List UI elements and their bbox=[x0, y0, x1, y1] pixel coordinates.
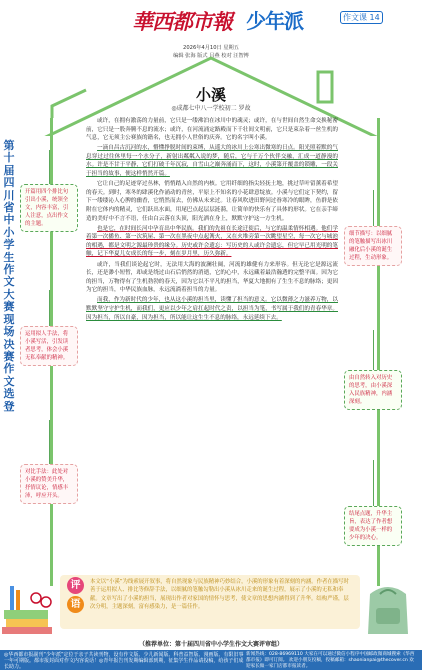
paper-name-logo: 華西都市報 bbox=[132, 9, 232, 34]
article-author: ◎成都七中八一学校初二 罗故 bbox=[171, 105, 251, 112]
vertical-title-char: 文 bbox=[3, 275, 15, 289]
vertical-title-char: 文 bbox=[3, 374, 15, 388]
vertical-title-char: 十 bbox=[3, 151, 15, 165]
connector-line bbox=[373, 330, 374, 370]
vertical-series-title bbox=[2, 140, 16, 413]
margin-note-4: 由自然转入对历史的思考，由小溪深入民族精神，内涵深刻。 bbox=[344, 370, 402, 410]
margin-note-1: 开篇用四个排比句引出小溪，统领全文，内容丰富，引人注意，点出作文的主题。 bbox=[20, 184, 78, 232]
vertical-title-char: 省 bbox=[3, 201, 15, 215]
margin-note-2: 细节描写：以细腻的笔触描写出冰川融化后小溪的诞生过程，生动形象。 bbox=[344, 226, 402, 266]
margin-note-5: 对比手法：此处对小溪的赞美升华，抒情议论，情感丰沛，呼应开头。 bbox=[20, 464, 78, 504]
vertical-title-char: 届 bbox=[3, 163, 15, 177]
vertical-title-char: 作 bbox=[3, 362, 15, 376]
article-title: 小溪 bbox=[195, 86, 226, 104]
vertical-title-char: 中 bbox=[3, 213, 15, 227]
connector-line bbox=[49, 290, 50, 326]
vertical-title-char: 作 bbox=[3, 263, 15, 277]
vertical-title-char: 第 bbox=[3, 139, 15, 152]
review-text: 本文以“小溪”为线索展开叙事，将自然现象与民族精神巧妙结合，小溪的形象有着深刻的内涵。作者在描写时善于运用拟人、排比等修辞手法，以细腻的笔触勾勒出小溪从冰川走来的诞生过程，展示了小溪的无私和奉献。文章写出了小溪的担当，展现出作者对家国的情怀与思考，使文章的思想内涵得到了升华。结构严谨，层次分明，主题深刻，富有感染力，是一篇佳作。 bbox=[90, 579, 349, 611]
margin-note-3: 运用拟人手法，将小溪写活，引发读者思考，体会小溪无私奉献的精神。 bbox=[20, 326, 78, 366]
vertical-title-char: 选 bbox=[3, 387, 15, 401]
vertical-title-char: 大 bbox=[3, 287, 15, 301]
connector-line bbox=[373, 190, 374, 226]
footer-info: ◎华西都市报副刊“少年派”定位于亲子共读刊物，设有作文版、少儿新闻版、科普益智版、漫画版、有限旧事一年可期版。都市报封面对作文内容说话！◎青年报告刊发期编辑部到期，征集学生作品请投稿，给孩子们成长助力。 bbox=[4, 652, 244, 670]
recommend-unit: （推荐单位：第十届四川省中小学生作文大赛评审组） bbox=[138, 641, 283, 648]
masthead bbox=[0, 0, 422, 40]
connector-line bbox=[49, 420, 50, 464]
vertical-title-char: 赛 bbox=[3, 300, 15, 314]
review-badge-yu: 语 bbox=[67, 596, 84, 613]
footer-bar bbox=[0, 650, 422, 670]
books-stationery-icon bbox=[0, 580, 60, 634]
issue-date: 2026年4月10日 星期五 bbox=[183, 45, 239, 51]
article-paragraph-2: 一滴自昌古沉河的水，懵懂挣脱时间的束缚，从遥大的冰川上公寒出微寒的日点。阳光照着默的气息穿过过往休里每一个水分子，新射出粼粼入说的梦，随后，它与千万个伙伴交融，汇成一道静漫的水。许是不甘于平静，它们打破千年沉寂，自雪山之巅奔涌而下，这时，小溪第开覆盖的锁雕，一段关于担当的故事，便这样悄然开篇。 bbox=[86, 145, 338, 178]
school-bag-icon bbox=[356, 582, 420, 636]
article-paragraph-3: 它让自己的足迹穿过丛林，悄悄踏入自然的内核。它用纤细的指尖轻抚土地，挑过草叶留薰着希望的春天。到时，寒冬的肆溪化作涌动的青丝，平原上不知名的小花肆意绽放。小溪与它们定下契约，留下一缕缕沁人心脾的幽香，它悄然而去，仿佛从未来过。让春风吹进田野问过眷寒冷的眼眸，鱼群是依附在它体内的精灵，它们跃出水面，用尾巴点起层层涟漪，让简单的快乐有了具体的形状。它在亲手缔造的美好中不言不语，任由白云落在头顶，阳光洒在身上，默默守护这一方生机。 bbox=[86, 181, 338, 222]
vertical-title-char: 四 bbox=[3, 176, 15, 190]
connector-line bbox=[373, 460, 374, 506]
vertical-title-char: 川 bbox=[3, 188, 15, 202]
footer-contact: 新闻热线：028-86969110 大家在可以通过微信小程序中国邮政微商城搜索《华西都市报》即可订阅。 欢迎小朋友投稿，投稿邮箱：shaonianpai@thecover.cn 欢迎家长做一家门店都市报读者。 bbox=[246, 652, 415, 669]
vertical-title-char: 赛 bbox=[3, 349, 15, 363]
vertical-title-char: 现 bbox=[3, 312, 15, 326]
article-paragraph-1: 或许，在拥有激荡的力量前，它只是一缕沸泊在冰川中的魂灵；或许，在与世间自然生命交换秘密前，它只是一股奔腾不息的流水；或许，在河流涌定路殿而下千壮间文明前，它只是束杂着一丝生机的气息，它无须主公赛族的籍名，也无拥小人世俗的庆奔。它的名字叫小溪。 bbox=[86, 118, 338, 142]
vertical-title-char: 学 bbox=[3, 238, 15, 252]
section-name-logo: 少年派 bbox=[246, 9, 303, 33]
section-tag-badge: 作文课 14 bbox=[340, 11, 383, 24]
vertical-title-char: 决 bbox=[3, 337, 15, 351]
article-paragraph-4: 也是它，在时间长河中孕育出中华民族。我们的先祖在长途迁徙后，与它的温柔情怀相遇。他们学着第一次播鱼、第一次筑屋、第一次在黑夜中点起篝火，又在火堆旁第一次眺望星空，每一次它与城池的相遇，都是文明之源最珍贵的缘分。历史或许会遗忘：写历史的人或许会遗忘，但它早已用光明的笔触，记下华夏儿女成长的每一步，刻在岁月里，历久弥新。 bbox=[86, 225, 338, 258]
staff-credits: 编辑 张海 版式 吕燕 校对 汪智博 bbox=[173, 53, 249, 59]
vertical-title-char: 小 bbox=[3, 225, 15, 239]
review-badge-ping: 评 bbox=[67, 577, 84, 594]
article-paragraph-6: 而我，作为新时代的少年，也从这小溪的担当里，读懂了担当的意义。它以微薄之力滋养万物，以默默坚守守护生机，而我们，更应以少年之肩扛起时代之责，以担当为笔，书写属于我们的青春华章。因为担当，所以自豪，因为担当，所以能让这生生不息的脉络，永远延续下去。 bbox=[86, 297, 338, 321]
connector-line bbox=[49, 150, 50, 184]
margin-note-6: 结尾点题，升华主旨，表达了作者想要成为小溪一样的少年的决心。 bbox=[344, 506, 402, 546]
article-body bbox=[86, 117, 338, 324]
article-paragraph-5: 或许，当我们谈论起它时，无法用大海的波澜壮阔，河流的雄健有力来形容。但无论它是源远流长，还是渺小短暂，却或是绕过山石后悄然的消逝，它的心中，永远藏着最浩瀚透的完整平面。因为它的担当，万物得有了生机勃勃的春天，因为它以不平凡的担当，华夏大地拥有了生生不息的脉络；更因为它的担当，中华民族血脉，永远流淌着担当的力量。 bbox=[86, 261, 338, 294]
vertical-title-char: 生 bbox=[3, 250, 15, 264]
vertical-title-char: 登 bbox=[3, 399, 15, 413]
vertical-title-char: 场 bbox=[3, 325, 15, 339]
